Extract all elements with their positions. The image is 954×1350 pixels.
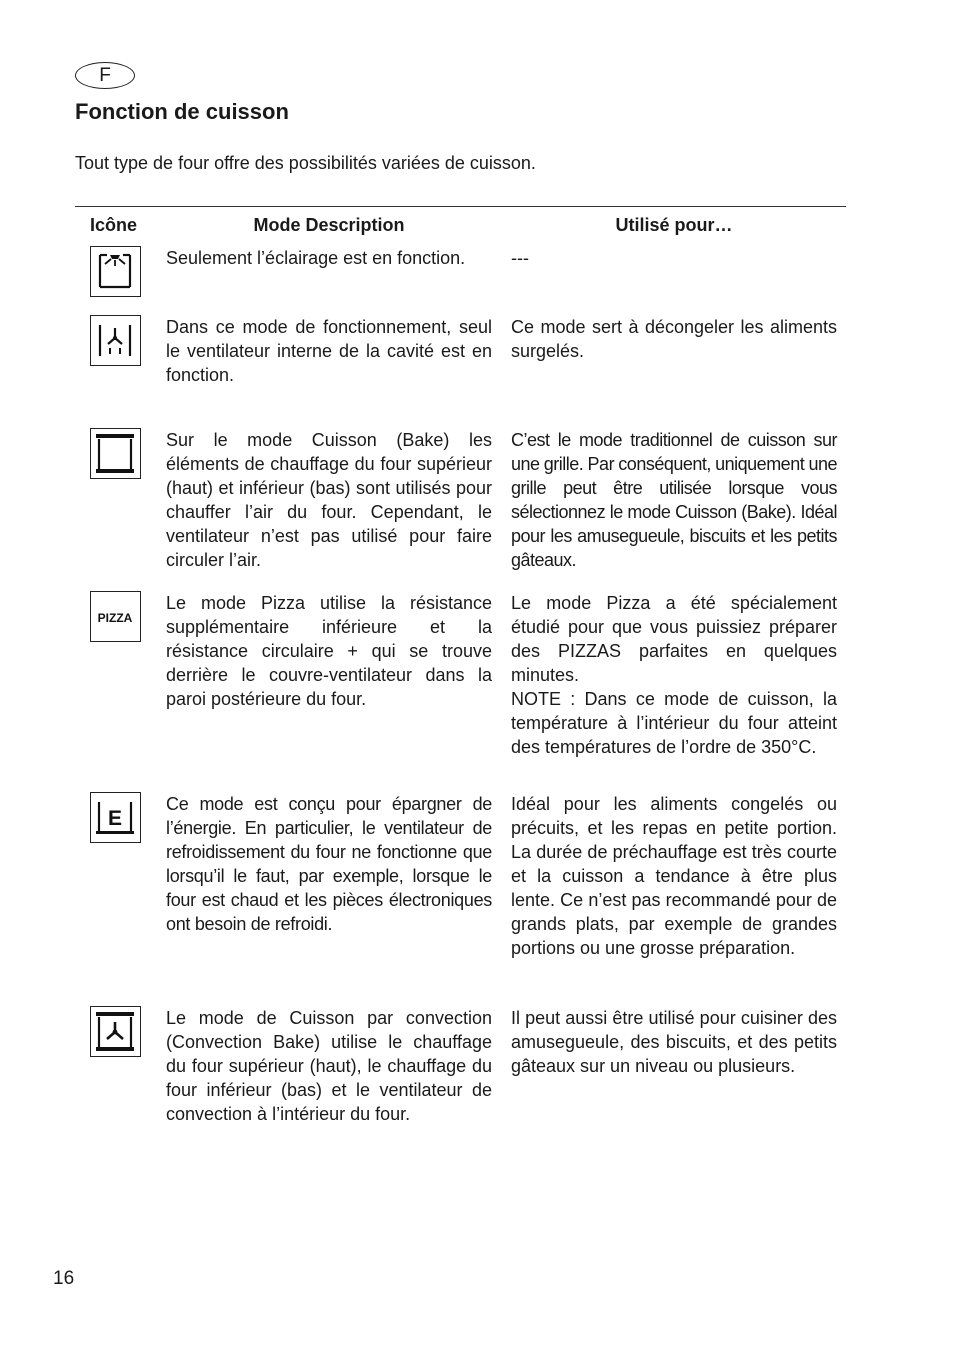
row-used-for: Idéal pour les aliments congelés ou précuits, et les repas en petite portion. La durée de préchauffage est très courte et la cuisson a tendance à être plus lente. Ce n’est pas recommandé pour de grands plats, par exemple de grandes portions ou une grosse préparation.	[511, 794, 837, 958]
row-mode-description: Seulement l’éclairage est en fonction.	[166, 248, 466, 268]
language-badge: F	[75, 62, 135, 89]
row-used-for-main: Le mode Pizza a été spécialement étudié pour que vous puissiez préparer des PIZZAS parfaites en quelques minutes.	[511, 593, 837, 685]
row-used-for: ---	[511, 248, 529, 268]
intro-text: Tout type de four offre des possibilités variées de cuisson.	[75, 153, 536, 173]
row-used-for-note: NOTE : Dans ce mode de cuisson, la température à l’intérieur du four atteint des températures de l’ordre de 350°C.	[511, 689, 837, 757]
row-used-for	[511, 591, 837, 759]
defrost-fan-icon	[90, 315, 141, 366]
row-mode-description: Le mode Pizza utilise la résistance supplémentaire inférieure et la résistance circulaire + qui se trouve derrière le couvre-ventilateur dans la paroi postérieure du four.	[166, 593, 492, 709]
light-icon	[90, 246, 141, 297]
page-number: 16	[53, 1268, 75, 1289]
row-mode-description: Sur le mode Cuisson (Bake) les éléments de chauffage du four supérieur (haut) et inférieur (bas) sont utilisés pour chauffer l’air du four. Cependant, le ventilateur n’est pas utilisé pour faire circuler l’air.	[166, 430, 492, 570]
row-used-for: Il peut aussi être utilisé pour cuisiner des amusegueule, des biscuits, et des petits gâteaux sur un niveau ou plusieurs.	[511, 1008, 837, 1076]
column-header-mode: Mode Description	[253, 215, 405, 235]
pizza-icon-label: PIZZA	[97, 611, 133, 625]
row-used-for: C’est le mode traditionnel de cuisson sur une grille. Par conséquent, uniquement une grille peut être utilisée lorsque vous sélectionnez le mode Cuisson (Bake). Idéal pour les amusegueule, biscuits et les petits gâteaux.	[511, 430, 837, 570]
bake-icon	[90, 428, 141, 479]
row-mode-description: Le mode de Cuisson par convection (Convection Bake) utilise le chauffage du four supérieur (haut), le chauffage du four inférieur (bas) et le ventilateur de convection à l’intérieur du four.	[166, 1008, 492, 1124]
convection-bake-icon	[90, 1006, 141, 1057]
pizza-icon	[90, 591, 141, 642]
row-used-for: Ce mode sert à décongeler les aliments surgelés.	[511, 317, 837, 361]
column-header-icon: Icône	[90, 215, 138, 235]
eco-icon-label: E	[107, 807, 123, 830]
eco-icon	[90, 792, 141, 843]
header-rule	[75, 206, 846, 207]
row-mode-description: Ce mode est conçu pour épargner de l’énergie. En particulier, le ventilateur de refroidissement du four ne fonctionne que lorsqu’il le faut, par exemple, lorsque le four est chaud et les pièces électroniques ont besoin de refroidi.	[166, 794, 492, 934]
page-title: Fonction de cuisson	[75, 99, 289, 124]
row-mode-description: Dans ce mode de fonctionnement, seul le ventilateur interne de la cavité est en fonction.	[166, 317, 492, 385]
column-header-used: Utilisé pour…	[615, 215, 733, 235]
